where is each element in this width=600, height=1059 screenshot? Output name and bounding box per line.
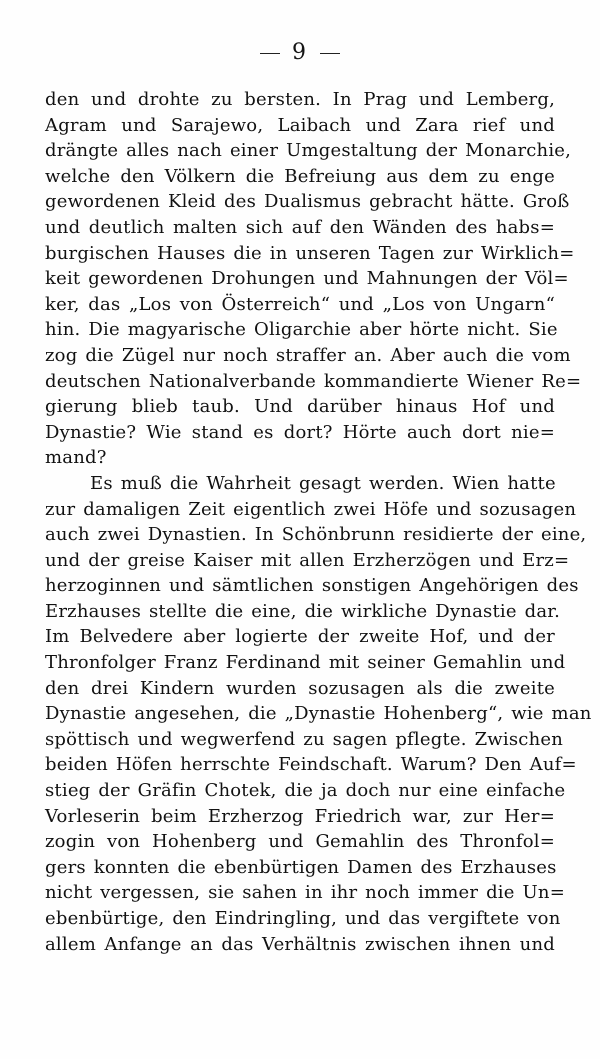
text-line: Vorleserin beim Erzherzog Friedrich war, zur Her= [45,805,555,827]
page-number-value: 9 [292,40,308,65]
text-line: Agram und Sarajewo, Laibach und Zara rief und [45,114,555,136]
text-line: zogin von Hohenberg und Gemahlin des Thronfol= [45,831,555,853]
text-line: stieg der Gräfin Chotek, die ja doch nur eine einfache [45,780,566,802]
text-line: Dynastie? Wie stand es dort? Hörte auch dort nie= [45,421,555,443]
text-line: gers konnten die ebenbürtigen Damen des Erzhauses [45,856,557,878]
text-line: nicht vergessen, sie sahen in ihr noch immer die Un= [45,882,565,904]
paragraph-end-line: mand? [45,447,107,469]
text-line: welche den Völkern die Befreiung aus dem zu enge [45,165,555,187]
text-line: ebenbürtige, den Eindringling, und das vergiftete von [45,908,561,929]
paragraph-start-line: Es muß die Wahrheit gesagt werden. Wien hatte [90,472,556,494]
text-line: zur damaligen Zeit eigentlich zwei Höfe und sozusagen [45,498,577,520]
page-number [0,40,600,65]
text-line: drängte alles nach einer Umgestaltung der Monarchie, [45,140,572,162]
text-line: gierung blieb taub. Und darüber hinaus Hof und [45,396,555,418]
text-line: spöttisch und wegwerfend zu sagen pflegte. Zwischen [45,728,564,750]
text-line: ker, das „Los von Österreich“ und „Los von Ungarn“ [45,293,555,315]
text-line: burgischen Hauses die in unseren Tagen zur Wirklich= [45,242,575,264]
body-text [45,87,592,957]
text-line: hin. Die magyarische Oligarchie aber hörte nicht. Sie [45,319,558,341]
text-line: den drei Kindern wurden sozusagen als die zweite [45,677,555,699]
text-line: gewordenen Kleid des Dualismus gebracht hätte. Groß [45,191,570,213]
text-line: Thronfolger Franz Ferdinand mit seiner Gemahlin und [45,652,566,674]
text-line: deutschen Nationalverbande kommandierte Wiener Re= [45,370,582,392]
text-line: Erzhauses stellte die eine, die wirkliche Dynastie dar. [45,600,561,622]
text-line: allem Anfange an das Verhältnis zwischen ihnen und [45,933,555,955]
text-line: auch zwei Dynastien. In Schönbrunn residierte der eine, [45,524,587,546]
text-line: und der greise Kaiser mit allen Erzherzögen und Erz= [45,549,570,571]
text-line: herzoginnen und sämtlichen sonstigen Angehörigen des [45,575,579,597]
text-line: zog die Zügel nur noch straffer an. Aber auch die vom [45,344,571,366]
text-line: und deutlich malten sich auf den Wänden des habs= [45,216,555,238]
dash-left [260,53,280,54]
text-line: den und drohte zu bersten. In Prag und Lemberg, [45,89,555,110]
text-line: Dynastie angesehen, die „Dynastie Hohenberg“, wie man [45,703,592,725]
text-line: keit gewordenen Drohungen und Mahnungen der Völ= [45,268,569,290]
text-line: Im Belvedere aber logierte der zweite Hof, und der [45,626,555,648]
text-line: beiden Höfen herrschte Feindschaft. Warum? Den Auf= [45,754,577,776]
dash-right [320,53,340,54]
